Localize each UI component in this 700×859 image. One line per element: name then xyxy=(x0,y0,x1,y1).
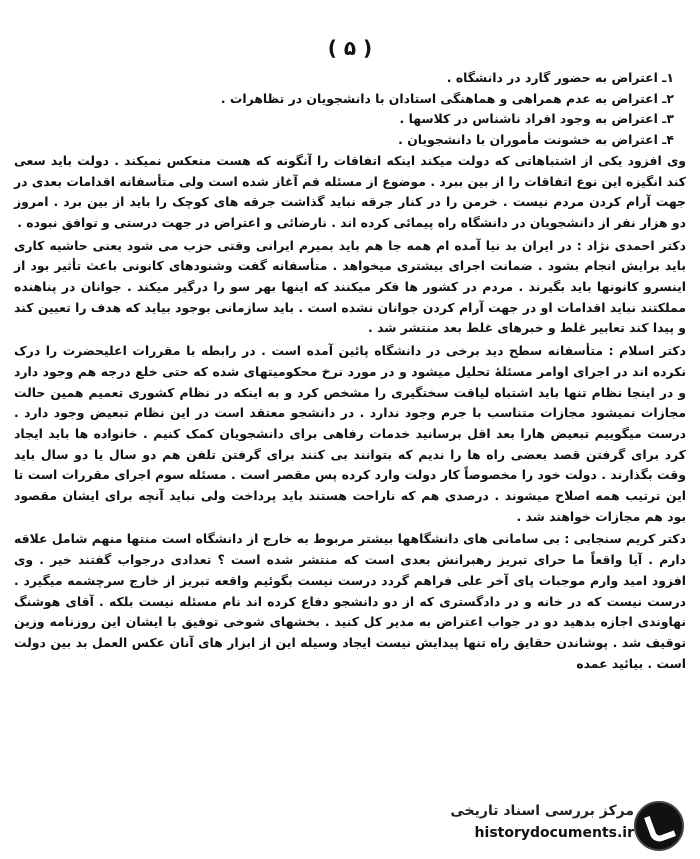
paragraph-3: دکتر اسلام : متأسفانه سطح دید برخی در دانشگاه پائین آمده است . در رابطه با مقررات اعلیحضرت را درک نکرده اند در اجرای اوامر مسئلهٔ تحلیل میشود و در مورد نرخ محکومیتهای شده که حتی خلع درجه هم وجود دارد و در اینجا نظام تنها باید اشتباه لیاقت سختگیری را مشخص کرد و به اینکه در نظام کشوری تعمیم همین حالت مجازات نمیشود مجازات متناسب با جرم وجود ندارد . در دانشجو معتقد است در این نظام تبعیض وجود دارد . درست میگوییم تبعیض هارا بعد اقل برسانید خدمات رفاهی برای دانشجویان کمک کنیم . خانواده ها باید ایجاد کرد برای گرفتن قصد بعضی راه ها را ندیم که بتوانند بی کنند برای گرفتن تلفن هم دو سال یا دو سال باید وقت بگذارند . دولت خود را مخصوصاً کار دولت وارد کرده پس مقصر است . مسئله سوم اجرای مقررات است تا این ترتیب همه اصلاح میشوند . درصدی هم که ناراحت هستند باید پرداخت ولی نباید آنچه برای ایشان مقصود بود هم مجازات خواهند شد . xyxy=(14,343,686,524)
archive-logo-icon xyxy=(634,801,684,851)
paragraph-1: وی افزود یکی از اشتباهاتی که دولت میکند اینکه اتفاقات را آنگونه که هست منعکس نمیکند . دولت باید سعی کند انگیزه این نوع اتفاقات را از بین ببرد . موضوع از مسئله قم آغاز شده است ولی متأسفانه اقدامات بعدی در جهت آرام کردن مردم نیست . خرمن را در کنار جرقه نباید گذاشت جرقه های کوچک را باید از بین برد . امروز دو هزار نفر از دانشجویان در دانشگاه راه پیمائی کرده اند . نارضائی و اعتراض در جهت درستی و توافق نبوده . xyxy=(14,152,686,230)
paragraph-2: دکتر احمدی نژاد : در ایران بد نیا آمده ام همه جا هم باید بمیرم ایرانی وقتی حزب می شود یعنی حاشیه کاری باید برایش انجام بشود . ضمانت اجرای بیشتری میخواهد . متأسفانه گفت وشنودهای کانونی باعث تأثیر بود از اینسرو کانونها باید بگیرند . مردم در کشور ها فکر میکنند که اینها بهر سو را درگیر میکند . جوانان در پناهنده مملکتند نباید اقدامات او در جهت آرام کردن جوانان نشده است . باید سازمانی بوجود بیاید که هدف را تعیین کند و پیدا کند تعابیر غلط و خبرهای غلط بعد منتشر شد . xyxy=(14,237,686,336)
watermark-url: historydocuments.ir xyxy=(474,825,634,841)
page-number: ( ۵ ) xyxy=(327,36,373,60)
list-item-1: ۱ـ اعتراض به حضور گارد در دانشگاه . xyxy=(446,70,674,85)
list-item-4: ۴ـ اعتراض به خشونت مأموران با دانشجویان . xyxy=(398,132,674,148)
paragraph-4: دکتر کریم سنجابی : بی سامانی های دانشگاهها بیشتر مربوط به خارج از دانشگاه است منتها منهم شامل علاقه دارم . آیا واقعاً ما حرای تبریز رهبرانش بعدی است که منتشر شده است ؟ تعدادی درجواب گفتند خیر . وی افزود امید وارم موجبات پای آخر علی فراهم گردد درست نیست بگوئیم واقعه تبریز از خارج سرچشمه میگیرد . درست نیست که در خانه و در دادگستری که از دو دانشجو دفاع کرده اند نام مسئله نیست بلکه . آقای هوشنگ نهاوندی اجازه بدهید دو در جواب اعتراض به مدیر کل کنید . بخشهای شوخی توفیق با ایشان این روزنامه وزین توقیف شد . پوشاندن حقایق راه تنها پیدایش نیست ایجاد وسیله این از ابزار های آنان عکس العمل بد بین دولت است . بیائید عمده xyxy=(14,531,686,671)
document-body xyxy=(14,68,686,674)
list-item-3: ۳ـ اعتراض به وجود افراد ناشناس در کلاسها . xyxy=(399,111,674,127)
list-item-2: ۲ـ اعتراض به عدم همراهی و هماهنگی استادان با دانشجویان در تظاهرات . xyxy=(220,90,674,106)
watermark-title: مرکز بررسی اسناد تاریخی xyxy=(450,803,634,819)
archive-watermark xyxy=(425,799,690,849)
